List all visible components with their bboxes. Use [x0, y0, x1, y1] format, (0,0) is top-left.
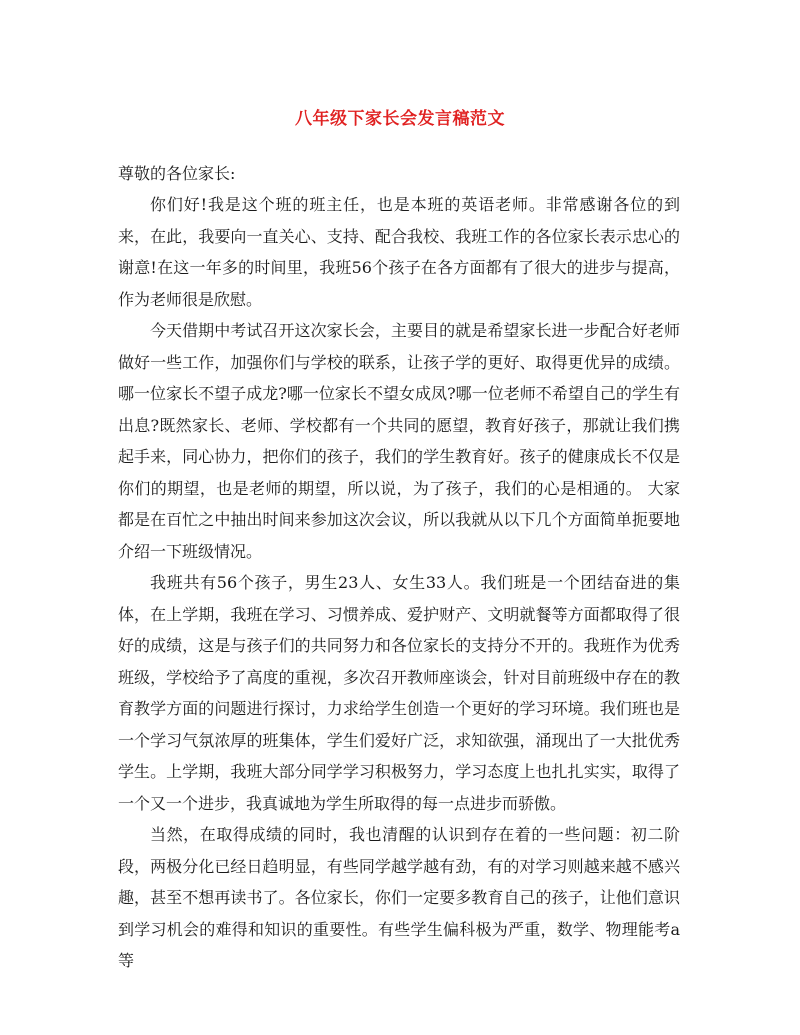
- document-body: [118, 158, 680, 977]
- paragraph-class-overview: 我班共有56个孩子，男生23人、女生33人。我们班是一个团结奋进的集体，在上学期，我班在学习、习惯养成、爱护财产、文明就餐等方面都取得了很好的成绩，这是与孩子们的共同努力和各位家长的支持分不开的。我班作为优秀班级，学校给予了高度的重视，多次召开教师座谈会，针对目前班级中存在的教育教学方面的问题进行探讨，力求给学生创造一个更好的学习环境。我们班也是一个学习气氛浓厚的班集体，学生们爱好广泛，求知欲强，涌现出了一大批优秀学生。上学期，我班大部分同学学习积极努力，学习态度上也扎扎实实，取得了一个又一个进步，我真诚地为学生所取得的每一点进步而骄傲。: [118, 573, 680, 813]
- document-title: 八年级下家长会发言稿范文: [295, 109, 505, 129]
- salutation: 尊敬的各位家长:: [118, 164, 236, 183]
- paragraph-problems: 当然，在取得成绩的同时，我也清醒的认识到存在着的一些问题：初二阶段，两极分化已经日趋明显，有些同学越学越有劲，有的对学习则越来越不感兴趣，甚至不想再读书了。各位家长，你们一定要多教育自己的孩子，让他们意识到学习机会的难得和知识的重要性。有些学生偏科极为严重，数学、物理能考a等: [118, 825, 680, 970]
- paragraph-greeting: 你们好!我是这个班的班主任，也是本班的英语老师。非常感谢各位的到来，在此，我要向一直关心、支持、配合我校、我班工作的各位家长表示忠心的谢意!在这一年多的时间里，我班56个孩子在各方面都有了很大的进步与提高，作为老师很是欣慰。: [118, 195, 680, 309]
- paragraph-purpose: 今天借期中考试召开这次家长会，主要目的就是希望家长进一步配合好老师做好一些工作，加强你们与学校的联系，让孩子学的更好、取得更优异的成绩。哪一位家长不望子成龙?哪一位家长不望女成凤?哪一位老师不希望自己的学生有出息?既然家长、老师、学校都有一个共同的愿望，教育好孩子，那就让我们携起手来，同心协力，把你们的孩子，我们的学生教育好。孩子的健康成长不仅是你们的期望，也是老师的期望，所以说，为了孩子，我们的心是相通的。 大家都是在百忙之中抽出时间来参加这次会议，所以我就从以下几个方面简单扼要地介绍一下班级情况。: [118, 321, 680, 561]
